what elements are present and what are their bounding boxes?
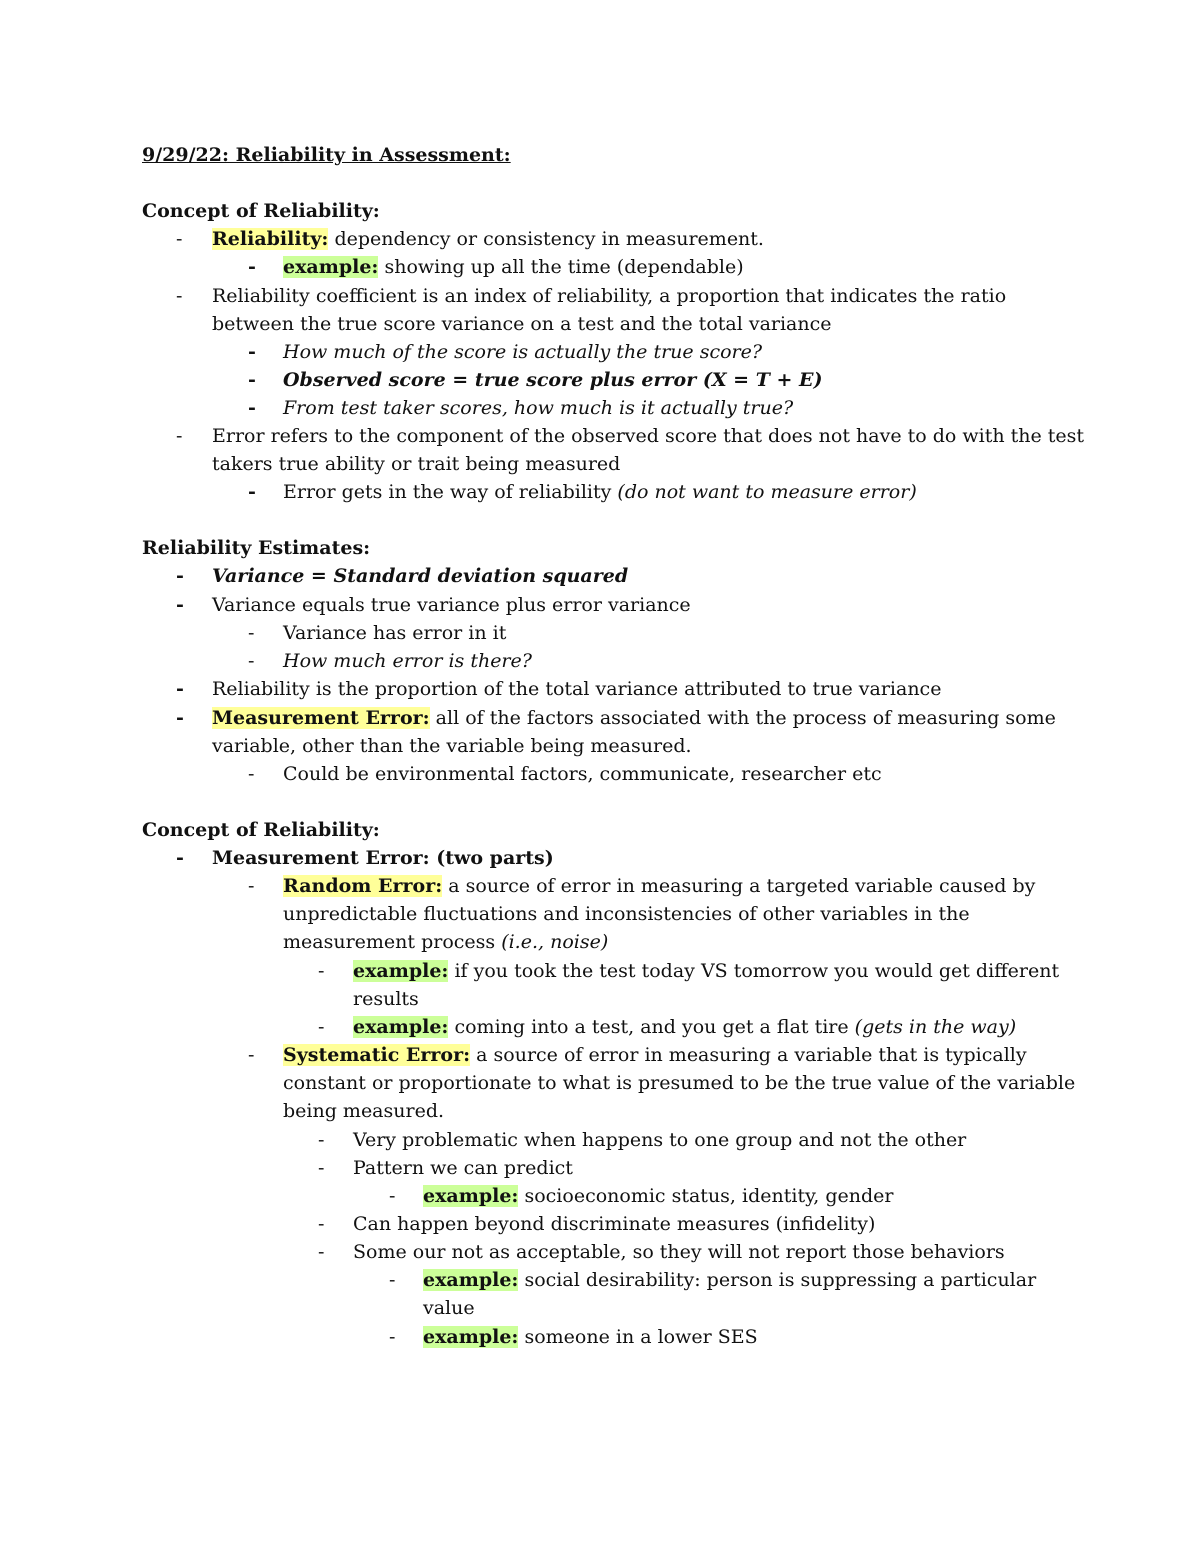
example-text: social desirability: person is suppressing a particular	[518, 1269, 1037, 1291]
bullet: -	[318, 1213, 325, 1235]
section-heading: Reliability Estimates:	[142, 537, 371, 559]
definition: dependency or consistency in measurement.	[328, 228, 764, 250]
list-item: Reliability coefficient is an index of reliability, a proportion that indicates the ratio	[212, 285, 1007, 307]
bullet: -	[318, 960, 325, 982]
bullet: -	[176, 847, 184, 869]
list-item-continuation: value	[423, 1297, 475, 1319]
definition: a source of error in measuring a targeted variable caused by	[442, 875, 1036, 897]
bullet: -	[248, 875, 255, 897]
example-label: example:	[423, 1326, 519, 1348]
bullet: -	[389, 1185, 396, 1207]
list-item: Variance equals true variance plus error variance	[212, 594, 691, 616]
example-text: socioeconomic status, identity, gender	[518, 1185, 894, 1207]
example-label: example:	[353, 960, 449, 982]
bullet: -	[248, 397, 256, 419]
list-item-continuation: constant or proportionate to what is presumed to be the true value of the variable	[283, 1072, 1076, 1094]
list-item	[353, 1015, 1016, 1039]
example-text: someone in a lower SES	[518, 1326, 758, 1348]
term-reliability: Reliability:	[212, 228, 329, 250]
list-item: Very problematic when happens to one group and not the other	[353, 1129, 967, 1151]
list-item	[283, 1043, 1027, 1067]
bullet: -	[248, 763, 255, 785]
term-measurement-error: Measurement Error:	[212, 707, 430, 729]
bullet: -	[176, 425, 183, 447]
list-item	[283, 480, 917, 504]
list-item: Variance has error in it	[283, 622, 507, 644]
section-heading: Concept of Reliability:	[142, 819, 380, 841]
list-item: Measurement Error: (two parts)	[212, 847, 554, 869]
section-heading: Concept of Reliability:	[142, 200, 380, 222]
list-item	[212, 227, 764, 251]
bullet: -	[318, 1157, 325, 1179]
example-label: example:	[353, 1016, 449, 1038]
list-text: Error gets in the way of reliability	[283, 481, 618, 503]
list-item-continuation: unpredictable fluctuations and inconsistencies of other variables in the	[283, 903, 970, 925]
bullet: -	[248, 256, 256, 278]
example-label: example:	[423, 1185, 519, 1207]
bullet: -	[318, 1241, 325, 1263]
bullet: -	[248, 369, 256, 391]
list-item-continuation: takers true ability or trait being measured	[212, 453, 621, 475]
bullet: -	[248, 622, 255, 644]
note: (do not want to measure error)	[617, 481, 917, 503]
bullet: -	[318, 1016, 325, 1038]
bullet: -	[389, 1269, 396, 1291]
bullet: -	[176, 565, 184, 587]
note: (gets in the way)	[854, 1016, 1017, 1038]
list-item	[423, 1325, 758, 1349]
example-label: example:	[283, 256, 379, 278]
bullet: -	[176, 228, 183, 250]
list-text: measurement process	[283, 931, 502, 953]
list-item: Some our not as acceptable, so they will not report those behaviors	[353, 1241, 1005, 1263]
list-item: Can happen beyond discriminate measures (infidelity)	[353, 1213, 876, 1235]
example-text: coming into a test, and you get a flat tire	[448, 1016, 855, 1038]
bullet: -	[176, 707, 184, 729]
list-item: How much error is there?	[283, 650, 532, 672]
definition: all of the factors associated with the process of measuring some	[429, 707, 1056, 729]
list-item-continuation: between the true score variance on a test and the total variance	[212, 313, 832, 335]
list-item: How much of the score is actually the true score?	[283, 341, 763, 363]
list-item: Could be environmental factors, communicate, researcher etc	[283, 763, 882, 785]
bullet: -	[176, 678, 184, 700]
list-item	[212, 706, 1056, 730]
list-item: Reliability is the proportion of the total variance attributed to true variance	[212, 678, 942, 700]
list-item	[283, 255, 744, 279]
example-text: showing up all the time (dependable)	[378, 256, 744, 278]
list-item	[423, 1184, 894, 1208]
example-label: example:	[423, 1269, 519, 1291]
list-item-continuation: variable, other than the variable being measured.	[212, 735, 692, 757]
page-title: 9/29/22: Reliability in Assessment:	[142, 144, 511, 166]
list-item	[423, 1268, 1036, 1292]
bullet: -	[176, 594, 184, 616]
list-item: Pattern we can predict	[353, 1157, 573, 1179]
bullet: -	[318, 1129, 325, 1151]
example-text: if you took the test today VS tomorrow you would get different	[448, 960, 1060, 982]
bullet: -	[176, 285, 183, 307]
list-item: Error refers to the component of the observed score that does not have to do with the test	[212, 425, 1085, 447]
term-systematic-error: Systematic Error:	[283, 1044, 471, 1066]
list-item	[353, 959, 1059, 983]
formula: Observed score = true score plus error (X = T + E)	[283, 369, 823, 391]
list-item-continuation	[283, 930, 608, 954]
term-random-error: Random Error:	[283, 875, 443, 897]
note: (i.e., noise)	[501, 931, 609, 953]
bullet: -	[248, 341, 256, 363]
list-item-continuation: being measured.	[283, 1100, 445, 1122]
bullet: -	[389, 1326, 396, 1348]
bullet: -	[248, 481, 256, 503]
definition: a source of error in measuring a variable that is typically	[470, 1044, 1027, 1066]
list-item	[283, 874, 1035, 898]
bullet: -	[248, 1044, 255, 1066]
bullet: -	[248, 650, 255, 672]
list-item-continuation: results	[353, 988, 419, 1010]
list-item: Variance = Standard deviation squared	[212, 565, 629, 587]
list-item: From test taker scores, how much is it actually true?	[283, 397, 794, 419]
